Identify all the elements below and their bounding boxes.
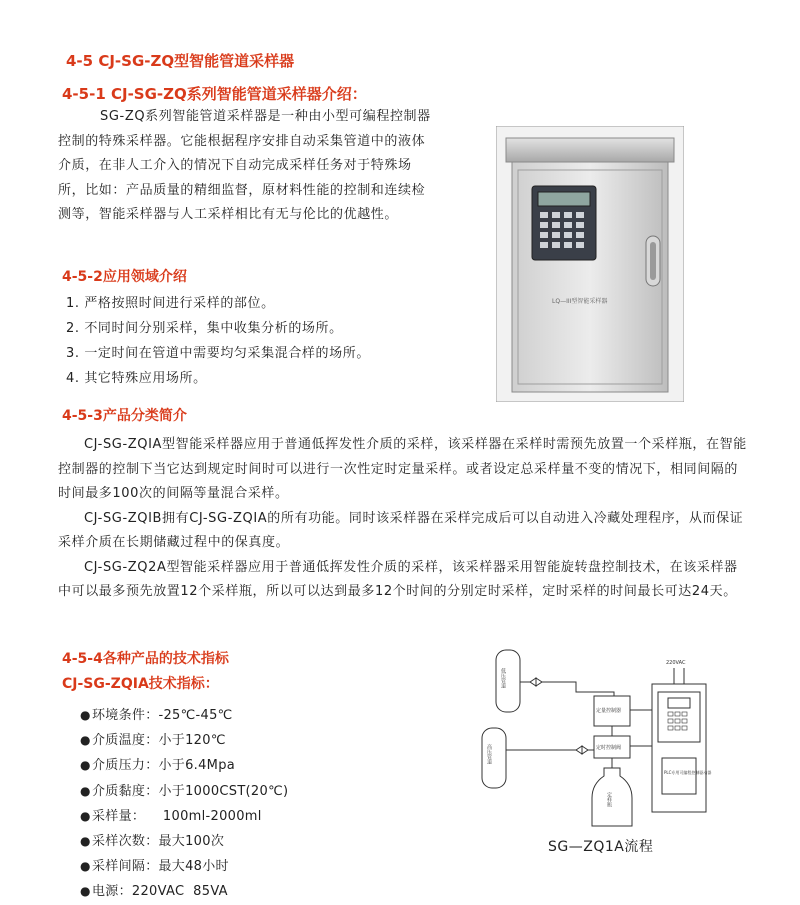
plc-label: PLC专用可编程控制驱动器 bbox=[664, 770, 712, 775]
intro-paragraph: SG-ZQ系列智能管道采样器是一种由小型可编程控制器控制的特殊采样器。它能根据程序安排自动采集管道中的液体介质，在非人工介入的情况下自动完成采样任务对于特殊场所，比如：产品质量的精细监督，原材料性能的控制和连续检测等，智能采样器与人工采样相比有无与伦比的优越性。 bbox=[58, 109, 431, 222]
bullet-icon: ● bbox=[80, 859, 91, 874]
spec-item bbox=[80, 854, 288, 879]
spec-item bbox=[80, 703, 288, 728]
quant-controller-label: 定量控制器 bbox=[596, 708, 622, 714]
spec-item bbox=[80, 728, 288, 753]
spec-text: 电源：220VAC 85VA bbox=[92, 884, 228, 900]
list-item: 2. 不同时间分别采样，集中收集分析的场所。 bbox=[66, 321, 343, 336]
sample-bottle-icon bbox=[592, 768, 632, 826]
spec-text: 环境条件：-25℃-45℃ bbox=[92, 708, 233, 723]
list-item: 3. 一定时间在管道中需要均匀采集混合样的场所。 bbox=[66, 346, 370, 361]
classification-paragraph: CJ-SG-ZQIB拥有CJ-SG-ZQIA的所有功能。同时该采样器在采样完成后可以自动进入冷藏处理程序，从而保证采样介质在长期储藏过程中的保真度。 bbox=[58, 510, 744, 550]
spec-item bbox=[80, 829, 288, 854]
tech-model-heading: CJ-SG-ZQIA技术指标： bbox=[62, 676, 219, 692]
sampler-cabinet-image bbox=[496, 126, 684, 402]
high-pipe-label: 高压管道 bbox=[486, 744, 492, 764]
spec-list bbox=[80, 703, 288, 905]
spec-text: 介质压力：小于6.4Mpa bbox=[92, 758, 236, 774]
classification-heading: 4-5-3产品分类简介 bbox=[62, 408, 187, 424]
spec-item bbox=[80, 879, 288, 904]
bullet-icon: ● bbox=[80, 884, 91, 899]
cabinet-label: LQ—III型智能采样器 bbox=[552, 298, 608, 305]
list-item: 4. 其它特殊应用场所。 bbox=[66, 371, 207, 386]
application-list bbox=[66, 291, 370, 391]
spec-text: 采样间隔：最大48小时 bbox=[92, 859, 229, 875]
spec-item bbox=[80, 779, 288, 804]
spec-text: 介质黏度：小于1000CST(20℃) bbox=[92, 783, 289, 799]
list-item: 1. 严格按照时间进行采样的部位。 bbox=[66, 296, 275, 311]
application-heading: 4-5-2应用领域介绍 bbox=[62, 269, 187, 285]
classification-paragraph: CJ-SG-ZQIA型智能采样器应用于普通低挥发性介质的采样，该采样器在采样时需预先放置一个采样瓶，在智能控制器的控制下当它达到规定时间时可以进行一次性定时定量采样。或者设定总采样量不变的情况下，相同间隔的时间最多100次的间隔等量混合采样。 bbox=[58, 437, 747, 501]
tech-heading: 4-5-4各种产品的技术指标 bbox=[62, 651, 229, 667]
power-label: 220VAC bbox=[666, 660, 686, 666]
spec-item bbox=[80, 753, 288, 778]
spec-text: 介质温度：小于120℃ bbox=[92, 733, 226, 749]
classification-text bbox=[58, 433, 748, 605]
spec-text: 采样次数：最大100次 bbox=[92, 834, 225, 850]
bottle-label: 定样瓶 bbox=[606, 792, 612, 807]
flow-diagram bbox=[476, 640, 736, 832]
bullet-icon: ● bbox=[80, 783, 91, 798]
bullet-icon: ● bbox=[80, 808, 91, 823]
flow-caption: SG—ZQ1A流程 bbox=[548, 839, 654, 855]
bullet-icon: ● bbox=[80, 758, 91, 773]
bullet-icon: ● bbox=[80, 733, 91, 748]
valve-box-label: 定时控制阀 bbox=[596, 745, 622, 751]
spec-text: 采样量： 100ml-2000ml bbox=[92, 808, 262, 824]
bullet-icon: ● bbox=[80, 834, 91, 849]
intro-heading: 4-5-1 CJ-SG-ZQ系列智能管道采样器介绍： bbox=[62, 85, 367, 103]
section-title: 4-5 CJ-SG-ZQ型智能管道采样器 bbox=[66, 52, 295, 70]
classification-paragraph: CJ-SG-ZQ2A型智能采样器应用于普通低挥发性介质的采样，该采样器采用智能旋转盘控制技术，在该采样器中可以最多预先放置12个采样瓶，所以可以达到最多12个时间的分别定时采样，定时采样的时间最长可达24天。 bbox=[58, 559, 738, 599]
bullet-icon: ● bbox=[80, 708, 91, 722]
low-pipe-label: 低压管道 bbox=[500, 668, 506, 688]
spec-item bbox=[80, 804, 288, 829]
